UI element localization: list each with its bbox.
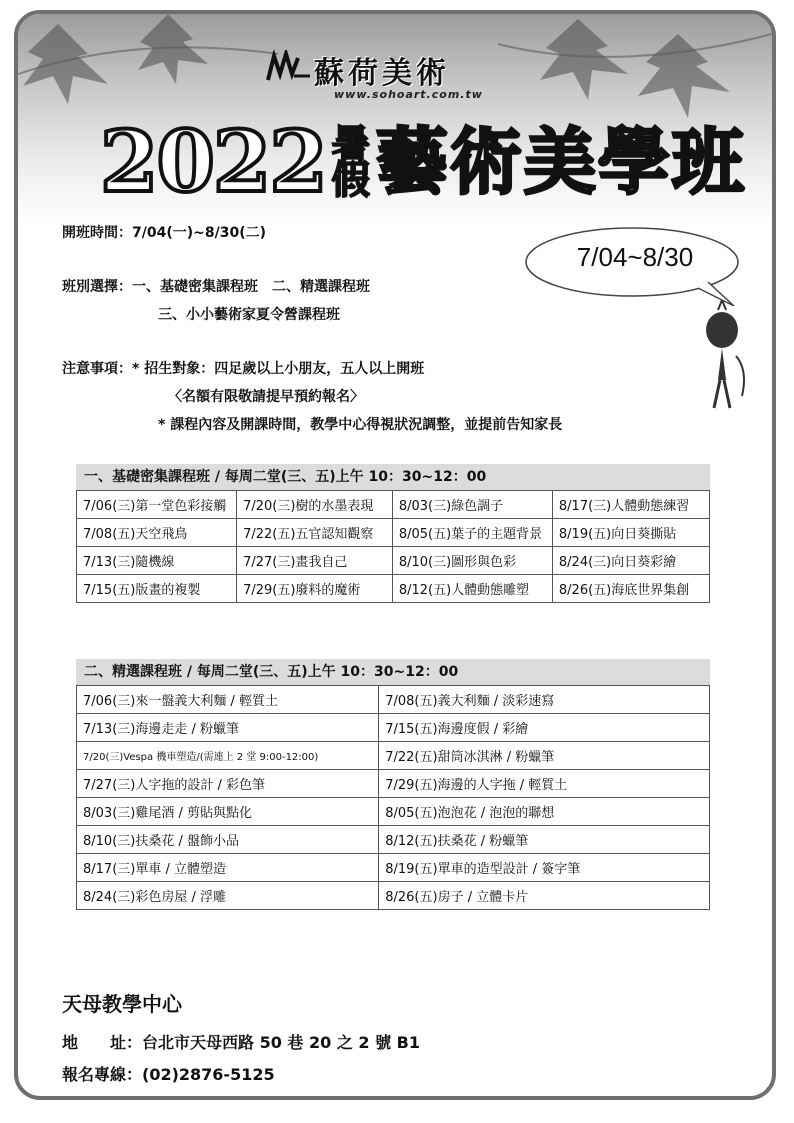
class-choice-line-1: 班別選擇：一、基礎密集課程班 二、精選課程班 [62,279,370,295]
center-address: 地 址：台北市天母西路 50 巷 20 之 2 號 B1 [62,1033,420,1052]
table-cell: 8/10(三)圖形與色彩 [392,547,552,575]
table-cell: 7/15(五)海邊度假 / 彩繪 [379,714,710,742]
brand-logo-icon [264,50,312,84]
title-summer-1: 暑 [331,120,370,166]
center-phone: 報名專線：(02)2876-5125 [62,1065,275,1084]
bubble-date-range: 7/04~8/30 [576,242,694,272]
center-name: 天母教學中心 [62,992,182,1016]
table-cell: 8/17(三)人體動態練習 [552,491,709,519]
table-cell: 7/20(三)樹的水墨表現 [237,491,393,519]
table-cell: 8/19(五)向日葵撕貼 [552,519,709,547]
table-cell: 8/24(三)彩色房屋 / 浮雕 [77,882,379,910]
table-row [77,742,710,770]
page-title [100,112,746,211]
table-cell: 7/29(五)海邊的人字拖 / 輕質土 [379,770,710,798]
table-cell: 8/10(三)扶桑花 / 盤飾小品 [77,826,379,854]
cartoon-figure-icon [696,300,752,412]
table-cell: 8/19(五)單車的造型設計 / 簽字筆 [379,854,710,882]
table-cell: 8/26(五)房子 / 立體卡片 [379,882,710,910]
table-cell: 8/12(五)扶桑花 / 粉蠟筆 [379,826,710,854]
table-cell: 8/17(三)單車 / 立體塑造 [77,854,379,882]
table-row [77,575,710,603]
table-cell: 8/12(五)人體動態雕塑 [392,575,552,603]
table-cell: 8/24(三)向日葵彩繪 [552,547,709,575]
table-cell: 7/27(三)人字拖的設計 / 彩色筆 [77,770,379,798]
table-cell: 8/05(五)泡泡花 / 泡泡的聯想 [379,798,710,826]
section1-header: 一、基礎密集課程班 / 每周二堂(三、五)上午 10：30~12：00 [76,464,710,490]
section2-table [76,685,710,910]
title-year: 2022 [100,112,326,211]
table-row [77,519,710,547]
notice-line-3: * 課程內容及開課時間，教學中心得視狀況調整，並提前告知家長 [158,417,563,433]
table-row [77,770,710,798]
table-cell: 7/22(五)甜筒冰淇淋 / 粉蠟筆 [379,742,710,770]
title-summer-2: 假 [331,157,370,202]
table-cell: 7/22(五)五官認知觀察 [237,519,393,547]
table-row [77,714,710,742]
table-row [77,686,710,714]
table-cell: 8/26(五)海底世界集創 [552,575,709,603]
table-cell: 7/08(五)天空飛鳥 [77,519,237,547]
table-cell: 8/05(五)葉子的主題背景 [392,519,552,547]
table-cell: 7/27(三)畫我自己 [237,547,393,575]
section1-table [76,490,710,603]
title-summer [331,120,370,202]
open-time: 開班時間：7/04(一)~8/30(二) [62,225,266,241]
section2-header: 二、精選課程班 / 每周二堂(三、五)上午 10：30~12：00 [76,659,710,685]
notice-line-1: 注意事項：* 招生對象：四足歲以上小朋友，五人以上開班 [62,361,425,377]
table-row [77,826,710,854]
table-cell: 7/13(三)隨機線 [77,547,237,575]
table-cell: 7/15(五)版畫的複製 [77,575,237,603]
table-cell: 8/03(三)雞尾酒 / 剪貼與點化 [77,798,379,826]
brand-name: 蘇荷美術 [314,56,450,91]
table-cell: 7/13(三)海邊走走 / 粉蠟筆 [77,714,379,742]
table-cell: 8/03(三)綠色調子 [392,491,552,519]
table-cell: 7/20(三)Vespa 機車塑造/(需連上 2 堂 9:00-12:00) [77,742,379,770]
table-cell: 7/06(三)來一盤義大利麵 / 輕質土 [77,686,379,714]
table-cell: 7/29(五)廢料的魔術 [237,575,393,603]
notice-line-2: 〈名額有限敬請提早預約報名〉 [168,389,364,405]
table-row [77,547,710,575]
table-cell: 7/08(五)義大利麵 / 淡彩速寫 [379,686,710,714]
brand-url: www.sohoart.com.tw [334,88,483,101]
table-row [77,491,710,519]
table-row [77,854,710,882]
table-row [77,882,710,910]
title-class-name: 藝術美學班 [375,119,746,204]
class-choice-line-2: 三、小小藝術家夏令營課程班 [158,307,340,323]
table-cell: 7/06(三)第一堂色彩接觸 [77,491,237,519]
table-row [77,798,710,826]
